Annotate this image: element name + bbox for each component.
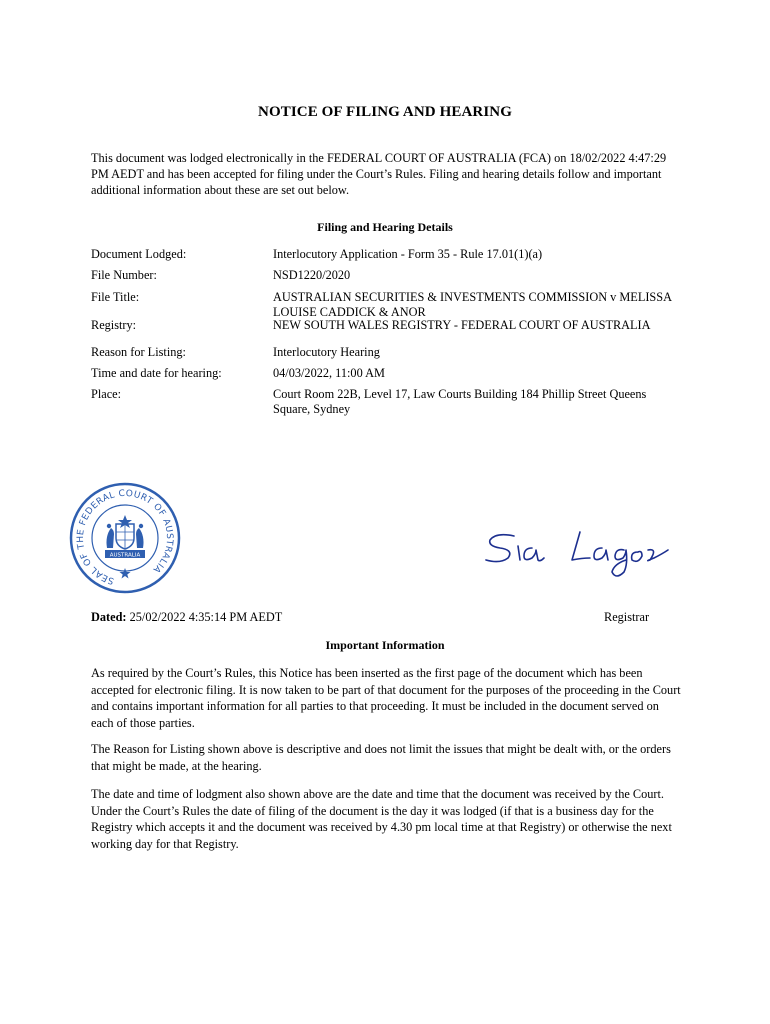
- seal-banner-text: AUSTRALIA: [109, 552, 141, 559]
- reason-value: Interlocutory Hearing: [273, 345, 380, 359]
- intro-paragraph: This document was lodged electronically in the FEDERAL COURT OF AUSTRALIA (FCA) on 18/02/2022 4:47:29 PM AEDT and has been accepted for filing under the Court’s Rules. Filing and hearing details follow and important additional information about these are set out below.: [91, 151, 667, 197]
- file-title-value: AUSTRALIAN SECURITIES & INVESTMENTS COMMISSION v MELISSA LOUISE CADDICK & ANOR: [273, 290, 672, 319]
- dated-value: 25/02/2022 4:35:14 PM AEDT: [126, 610, 283, 624]
- important-paragraph-1: As required by the Court’s Rules, this Notice has been inserted as the first page of the document which has been accepted for electronic filing. It is now taken to be part of that document for the purposes of the proceeding in the Court and contains important information for all parties to that proceeding. It must be included in the document served on each of those parties.: [91, 666, 681, 730]
- document-lodged-value: Interlocutory Application - Form 35 - Rule 17.01(1)(a): [273, 247, 543, 261]
- hearing-time-value: 04/03/2022, 11:00 AM: [273, 366, 385, 380]
- dated-line: [91, 610, 282, 625]
- important-paragraph-2: The Reason for Listing shown above is descriptive and does not limit the issues that might be dealt with, or the orders that might be made, at the hearing.: [91, 742, 671, 773]
- hearing-time-label: Time and date for hearing:: [91, 366, 222, 380]
- place-label: Place:: [91, 387, 122, 401]
- registry-value: NEW SOUTH WALES REGISTRY - FEDERAL COURT OF AUSTRALIA: [273, 318, 651, 332]
- document-lodged-label: Document Lodged:: [91, 247, 187, 261]
- coat-of-arms-icon: [107, 515, 144, 549]
- registrar-signature: [484, 528, 674, 583]
- registrar-label: Registrar: [604, 610, 650, 624]
- place-value: Court Room 22B, Level 17, Law Courts Building 184 Phillip Street Queens Square, Sydney: [273, 387, 647, 416]
- important-paragraph-3: The date and time of lodgment also shown above are the date and time that the document was received by the Court. Under the Court’s Rules the date of filing of the document is the day it was lodged (if that is a business day for the Registry which accepts it and the document was received by 4.30 pm local time at that Registry) or otherwise the next working day for that Registry.: [91, 787, 672, 851]
- file-number-value: NSD1220/2020: [273, 268, 351, 282]
- file-title-label: File Title:: [91, 290, 140, 304]
- seal-ring-text: SEAL OF THE FEDERAL COURT OF AUSTRALIA: [75, 488, 175, 586]
- seal-star-icon: [120, 568, 131, 579]
- registry-label: Registry:: [91, 318, 137, 332]
- file-number-label: File Number:: [91, 268, 157, 282]
- details-heading: Filing and Hearing Details: [317, 220, 453, 234]
- reason-label: Reason for Listing:: [91, 345, 186, 359]
- page-title: NOTICE OF FILING AND HEARING: [258, 104, 512, 120]
- important-info-heading: Important Information: [325, 638, 445, 652]
- dated-label: Dated:: [91, 610, 127, 624]
- court-seal-icon: [69, 482, 181, 594]
